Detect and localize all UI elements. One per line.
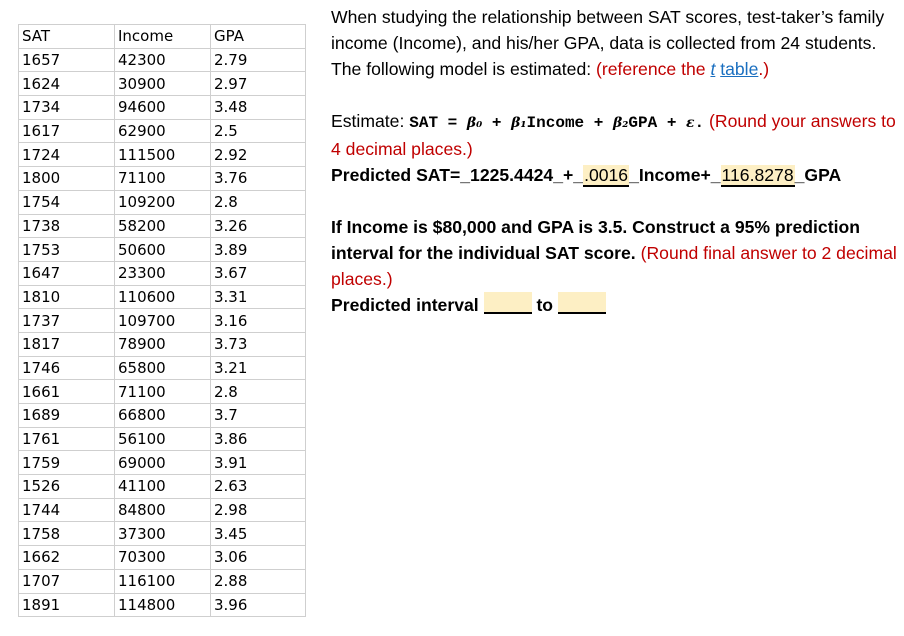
cell-gpa: 3.73: [211, 332, 306, 356]
interval-paragraph: [331, 214, 899, 292]
cell-income: 110600: [115, 285, 211, 309]
cell-income: 69000: [115, 451, 211, 475]
table-row: [19, 427, 306, 451]
cell-sat: 1657: [19, 48, 115, 72]
intro-text: When studying the relationship between SAT scores, test-taker’s family income (Income), and his/her GPA, data is collected from 24 students. The following model is estimated:: [331, 7, 885, 79]
table-row: [19, 380, 306, 404]
table-row: [19, 593, 306, 617]
cell-gpa: 3.21: [211, 356, 306, 380]
cell-gpa: 2.8: [211, 380, 306, 404]
table-row: [19, 238, 306, 262]
cell-income: 30900: [115, 72, 211, 96]
predicted-label: Predicted SAT=: [331, 165, 461, 185]
cell-income: 58200: [115, 214, 211, 238]
table-row: [19, 261, 306, 285]
cell-sat: 1891: [19, 593, 115, 617]
cell-sat: 1759: [19, 451, 115, 475]
model-income: Income: [526, 114, 585, 132]
cell-gpa: 2.98: [211, 498, 306, 522]
cell-income: 94600: [115, 96, 211, 120]
table-row: [19, 285, 306, 309]
model-plus-1: +: [482, 114, 512, 132]
table-row: [19, 96, 306, 120]
cell-gpa: 3.31: [211, 285, 306, 309]
table-row: [19, 404, 306, 428]
cell-gpa: 3.89: [211, 238, 306, 262]
cell-gpa: 2.88: [211, 569, 306, 593]
table-row: [19, 475, 306, 499]
table-body: [19, 48, 306, 617]
predicted-sat-line: [331, 162, 899, 188]
cell-sat: 1734: [19, 96, 115, 120]
income-coef-answer[interactable]: .0016: [584, 165, 629, 185]
intercept-answer[interactable]: 1225.4424: [470, 165, 554, 185]
cell-sat: 1753: [19, 238, 115, 262]
cell-gpa: 2.79: [211, 48, 306, 72]
cell-sat: 1817: [19, 332, 115, 356]
cell-income: 62900: [115, 119, 211, 143]
epsilon-symbol: ε: [686, 115, 695, 131]
cell-income: 78900: [115, 332, 211, 356]
question-panel: [331, 4, 899, 318]
cell-sat: 1746: [19, 356, 115, 380]
cell-gpa: 3.96: [211, 593, 306, 617]
model-plus-2: +: [584, 114, 613, 132]
cell-sat: 1617: [19, 119, 115, 143]
table-row: [19, 522, 306, 546]
header-sat: SAT: [19, 25, 115, 49]
table-header-row: [19, 25, 306, 49]
intro-paragraph: [331, 4, 899, 82]
cell-income: 114800: [115, 593, 211, 617]
cell-sat: 1689: [19, 404, 115, 428]
reference-note: [596, 59, 769, 79]
table-row: [19, 167, 306, 191]
cell-gpa: 3.48: [211, 96, 306, 120]
cell-income: 66800: [115, 404, 211, 428]
cell-income: 109700: [115, 309, 211, 333]
predicted-interval-line: [331, 292, 899, 318]
table-row: [19, 356, 306, 380]
cell-gpa: 3.76: [211, 167, 306, 191]
cell-sat: 1800: [19, 167, 115, 191]
interval-label: Predicted interval: [331, 295, 479, 315]
cell-income: 71100: [115, 167, 211, 191]
table-row: [19, 214, 306, 238]
cell-sat: 1810: [19, 285, 115, 309]
table-row: [19, 48, 306, 72]
beta0-symbol: β₀: [466, 115, 483, 131]
header-gpa: GPA: [211, 25, 306, 49]
estimate-label: Estimate:: [331, 111, 405, 131]
table-row: [19, 498, 306, 522]
predicted-pre: _: [460, 165, 471, 185]
cell-income: 41100: [115, 475, 211, 499]
cell-income: 37300: [115, 522, 211, 546]
cell-gpa: 2.5: [211, 119, 306, 143]
cell-gpa: 3.16: [211, 309, 306, 333]
cell-sat: 1744: [19, 498, 115, 522]
cell-gpa: 3.45: [211, 522, 306, 546]
estimate-instruction: (Round your answers to 4 decimal places.): [331, 111, 896, 159]
cell-gpa: 3.7: [211, 404, 306, 428]
table-row: [19, 569, 306, 593]
cell-sat: 1526: [19, 475, 115, 499]
cell-gpa: 2.63: [211, 475, 306, 499]
cell-sat: 1724: [19, 143, 115, 167]
model-gpa: GPA: [628, 114, 658, 132]
cell-gpa: 3.67: [211, 261, 306, 285]
predicted-mid-1: _+_: [553, 165, 584, 185]
table-row: [19, 309, 306, 333]
table-row: [19, 190, 306, 214]
estimate-paragraph: [331, 108, 899, 162]
table-row: [19, 546, 306, 570]
table-row: [19, 72, 306, 96]
cell-income: 109200: [115, 190, 211, 214]
beta1-symbol: β₁: [511, 115, 527, 131]
cell-gpa: 2.92: [211, 143, 306, 167]
cell-sat: 1737: [19, 309, 115, 333]
cell-gpa: 3.91: [211, 451, 306, 475]
header-income: Income: [115, 25, 211, 49]
model-equals: =: [438, 114, 467, 132]
cell-income: 56100: [115, 427, 211, 451]
model-period: .: [694, 114, 705, 132]
reference-prefix: (reference the: [596, 59, 711, 79]
cell-income: 71100: [115, 380, 211, 404]
cell-income: 42300: [115, 48, 211, 72]
cell-sat: 1662: [19, 546, 115, 570]
cell-gpa: 2.8: [211, 190, 306, 214]
t-link[interactable]: t: [710, 59, 716, 79]
cell-sat: 1661: [19, 380, 115, 404]
table-row: [19, 143, 306, 167]
interval-instruction: (Round final answer to 2 decimal places.): [331, 243, 897, 289]
cell-sat: 1761: [19, 427, 115, 451]
cell-income: 84800: [115, 498, 211, 522]
gpa-coef-answer[interactable]: 116.8278: [721, 165, 794, 185]
interval-question: If Income is $80,000 and GPA is 3.5. Construct a 95% prediction interval for the individual SAT score.: [331, 217, 860, 263]
cell-sat: 1758: [19, 522, 115, 546]
cell-sat: 1624: [19, 72, 115, 96]
model-plus-3: +: [657, 114, 687, 132]
table-link[interactable]: table: [720, 59, 759, 79]
cell-income: 65800: [115, 356, 211, 380]
table-row: [19, 451, 306, 475]
model-sat: SAT: [409, 114, 439, 132]
cell-gpa: 3.26: [211, 214, 306, 238]
cell-income: 23300: [115, 261, 211, 285]
cell-gpa: 3.86: [211, 427, 306, 451]
predicted-mid-3: _GPA: [794, 165, 842, 185]
interval-to: to: [536, 295, 554, 315]
cell-sat: 1754: [19, 190, 115, 214]
data-table: [18, 24, 306, 617]
cell-gpa: 3.06: [211, 546, 306, 570]
cell-income: 50600: [115, 238, 211, 262]
cell-sat: 1738: [19, 214, 115, 238]
cell-income: 111500: [115, 143, 211, 167]
interval-upper-input[interactable]: [558, 292, 606, 314]
cell-sat: 1707: [19, 569, 115, 593]
beta2-symbol: β₂: [612, 115, 629, 131]
cell-sat: 1647: [19, 261, 115, 285]
predicted-mid-2: _Income+_: [629, 165, 721, 185]
interval-lower-input[interactable]: [484, 292, 532, 314]
cell-income: 116100: [115, 569, 211, 593]
reference-suffix: .): [758, 59, 770, 79]
cell-gpa: 2.97: [211, 72, 306, 96]
cell-income: 70300: [115, 546, 211, 570]
table-row: [19, 332, 306, 356]
table-row: [19, 119, 306, 143]
